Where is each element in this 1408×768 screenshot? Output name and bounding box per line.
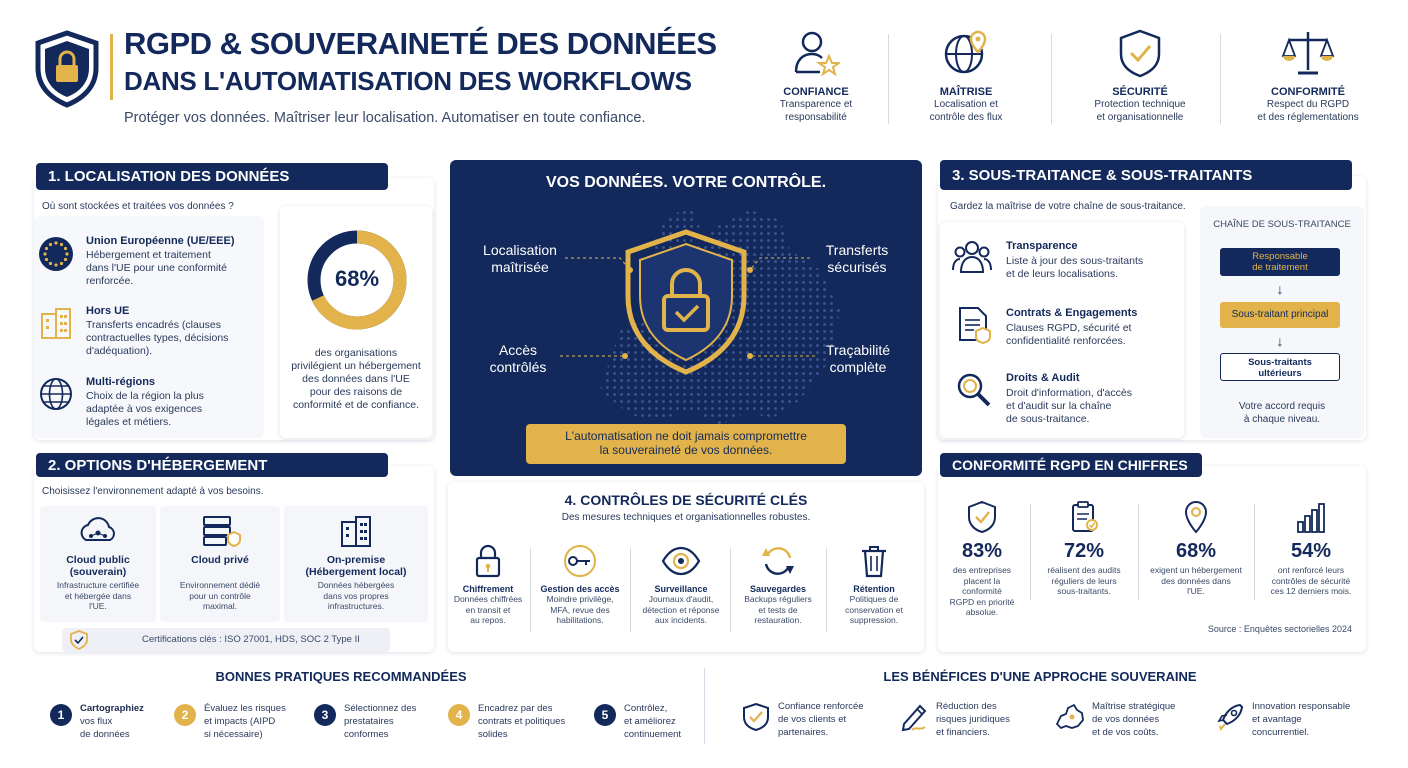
controles-subtitle: Des mesures techniques et organisationnelles robustes.: [561, 512, 811, 523]
controle-acces: Gestion des accès Moindre privilège, MFA, revue des habilitations.: [536, 544, 624, 626]
localisation-question: Où sont stockées et traitées vos données ?: [42, 201, 234, 212]
pillar-divider: [888, 34, 889, 124]
hebergement-title: 2. OPTIONS D'HÉBERGEMENT: [36, 453, 388, 477]
chain-arrow-icon: ↓: [1276, 281, 1284, 297]
shield-check-icon: [967, 500, 997, 534]
certification-shield-icon: [70, 630, 88, 650]
center-label-localisation: Localisation maîtrisée: [483, 242, 557, 275]
map-pin-icon: [1181, 500, 1211, 534]
stat-divider: [1254, 504, 1255, 600]
pen-signature-icon: [900, 702, 928, 732]
localisation-stat-text: des organisations privilégient un hébergement des données dans l'UE pour des raisons de conformité et de confiance.: [291, 347, 421, 411]
page-tagline: Protéger vos données. Maîtriser leur localisation. Automatiser en toute confiance.: [124, 110, 646, 126]
controles-title: 4. CONTRÔLES DE SÉCURITÉ CLÉS: [564, 492, 808, 508]
chiffres-source: Source : Enquêtes sectorielles 2024: [1207, 624, 1352, 634]
bar-chart-icon: [1295, 500, 1327, 534]
pillar-maitrise: MAÎTRISE Localisation et contrôle des flux: [908, 28, 1024, 124]
user-star-icon: [792, 28, 840, 78]
shield-check-icon: [742, 702, 770, 732]
contract-icon: [956, 306, 992, 349]
sous-traitance-subtitle: Gardez la maîtrise de votre chaîne de sous-traitance.: [950, 201, 1186, 212]
pillar-securite: SÉCURITÉ Protection technique et organisationnelle: [1082, 28, 1198, 124]
localisation-item-hors-ue: Hors UE Transferts encadrés (clauses contractuelles types, décisions d'adéquation).: [86, 305, 229, 357]
padlock-icon: [473, 544, 503, 578]
eu-flag-icon: [38, 236, 74, 277]
pillar-confiance: CONFIANCE Transparence et responsabilité: [760, 28, 872, 124]
trash-icon: [859, 544, 889, 578]
page-title-line1: RGPD & SOUVERAINETÉ DES DONNÉES: [124, 26, 717, 61]
sous-traitance-title: 3. SOUS-TRAITANCE & SOUS-TRAITANTS: [940, 160, 1352, 190]
controle-divider: [826, 548, 827, 632]
certifications-bar: [62, 628, 390, 652]
rocket-icon: [1216, 702, 1244, 732]
stat-controles-renforces: 54% ont renforcé leurs contrôles de sécurité ces 12 derniers mois.: [1262, 500, 1360, 597]
pillar-title: CONFIANCE: [783, 86, 849, 98]
bonnes-pratiques-title: BONNES PRATIQUES RECOMMANDÉES: [215, 669, 467, 684]
step-number: 3: [314, 704, 336, 726]
controle-divider: [730, 548, 731, 632]
hosting-option-onpremise: On-premise (Hébergement local) Données hébergées dans vos propres infrastructures.: [284, 506, 428, 622]
magnifier-icon: [956, 372, 992, 413]
stat-divider: [1030, 504, 1031, 600]
certifications-text: Certifications clés : ISO 27001, HDS, SOC 2 Type II: [142, 634, 360, 645]
globe-icon: [38, 376, 74, 417]
step-number: 4: [448, 704, 470, 726]
step-number: 1: [50, 704, 72, 726]
step-number: 2: [174, 704, 196, 726]
sous-traitance-item-contrats: Contrats & Engagements Clauses RGPD, sécurité et confidentialité renforcées.: [1006, 307, 1138, 347]
building-icon: [334, 514, 378, 548]
eye-icon: [661, 544, 701, 578]
header-shield-icon: [34, 30, 100, 113]
stat-divider: [1138, 504, 1139, 600]
key-badge-icon: [560, 544, 600, 578]
sous-traitance-item-droits: Droits & Audit Droit d'information, d'accès et d'audit sur la chaîne de sous-traitance.: [1006, 372, 1132, 425]
people-icon: [952, 238, 992, 279]
donut-value: 68%: [334, 266, 380, 291]
chain-step-responsable: Responsable de traitement: [1220, 248, 1340, 276]
chain-note: Votre accord requis à chaque niveau.: [1238, 401, 1326, 425]
stat-conformite-priorite: 83% des entreprises placent la conformité RGPD en priorité absolue.: [944, 500, 1020, 618]
center-title: VOS DONNÉES. VOTRE CONTRÔLE.: [545, 174, 827, 191]
scales-icon: [1281, 28, 1335, 78]
step-number: 5: [594, 704, 616, 726]
controle-surveillance: Surveillance Journaux d'audit, détection et réponse aux incidents.: [636, 544, 726, 626]
pillar-divider: [1220, 34, 1221, 124]
chain-arrow-icon: ↓: [1276, 333, 1284, 349]
controle-sauvegardes: Sauvegardes Backups réguliers et tests de restauration.: [736, 544, 820, 626]
localisation-title: 1. LOCALISATION DES DONNÉES: [36, 163, 388, 190]
sous-traitance-item-transparence: Transparence Liste à jour des sous-traitants et de leurs localisations.: [1006, 240, 1144, 280]
controle-chiffrement: Chiffrement Données chiffrées en transit et au repos.: [452, 544, 524, 626]
chiffres-title: CONFORMITÉ RGPD EN CHIFFRES: [940, 453, 1202, 477]
stat-hebergement-ue: 68% exigent un hébergement des données dans l'UE.: [1148, 500, 1244, 597]
sync-icon: [760, 544, 796, 578]
hosting-option-prive: Cloud privé Environnement dédié pour un contrôle maximal.: [160, 506, 280, 622]
chain-step-ulterieurs: Sous-traitants ultérieurs: [1220, 353, 1340, 381]
globe-pin-icon: [942, 28, 990, 78]
header-divider: [110, 34, 113, 100]
stat-audits: 72% réalisent des audits réguliers de leurs sous-traitants.: [1046, 500, 1122, 597]
center-label-transferts: Transferts sécurisés: [825, 242, 889, 275]
center-banner: L'automatisation ne doit jamais compromettre la souveraineté de vos données.: [526, 424, 846, 464]
hebergement-subtitle: Choisissez l'environnement adapté à vos besoins.: [42, 486, 264, 497]
hosting-option-public: Cloud public (souverain) Infrastructure certifiée et hébergée dans l'UE.: [40, 506, 156, 622]
center-label-tracabilite: Traçabilité complète: [825, 342, 891, 375]
controle-divider: [530, 548, 531, 632]
buildings-icon: [38, 306, 74, 345]
bottom-divider: [704, 668, 705, 744]
benefices-title: LES BÉNÉFICES D'UNE APPROCHE SOUVERAINE: [883, 669, 1197, 684]
chain-step-principal: Sous-traitant principal: [1220, 302, 1340, 328]
cloud-network-icon: [76, 514, 120, 548]
controle-retention: Rétention Politiques de conservation et suppression.: [832, 544, 916, 626]
server-lock-icon: [198, 514, 242, 548]
controle-divider: [630, 548, 631, 632]
center-label-acces: Accès contrôlés: [489, 342, 547, 375]
localisation-item-ue: Union Européenne (UE/EEE) Hébergement et traitement dans l'UE pour une conformité renforcée.: [86, 235, 235, 287]
pillar-divider: [1051, 34, 1052, 124]
page-title-line2: DANS L'AUTOMATISATION DES WORKFLOWS: [124, 66, 692, 96]
shield-check-icon: [1117, 28, 1163, 78]
europe-map-icon: [1054, 702, 1086, 732]
chain-heading: CHAÎNE DE SOUS-TRAITANCE: [1213, 219, 1351, 230]
clipboard-icon: [1069, 500, 1099, 534]
localisation-item-multi-regions: Multi-régions Choix de la région la plus adaptée à vos exigences légales et métiers.: [86, 376, 204, 428]
pillar-conformite: CONFORMITÉ Respect du RGPD et des réglementations: [1240, 28, 1376, 124]
